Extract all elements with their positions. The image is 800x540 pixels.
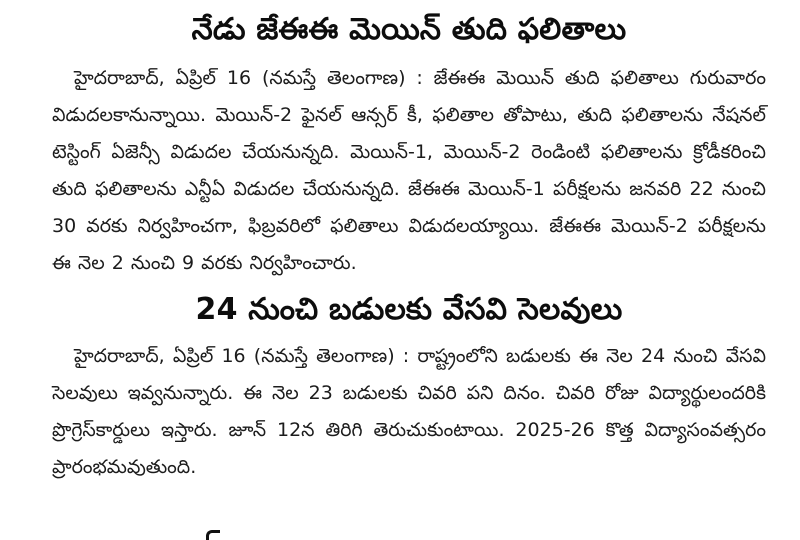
article-body-jee-main-results: హైదరాబాద్, ఏప్రిల్ 16 (నమస్తే తెలంగాణ) : జేఈఈ మెయిన్ తుది ఫలితాలు గురువారం విడుదలకానున్నాయి. మెయిన్-2 ఫైనల్ ఆన్సర్ కీ, ఫలితాల తోపాటు, తుది ఫలితాలను నేషనల్ టెస్టింగ్ ఏజెన్సీ విడుదల చేయనున్నది. మెయిన్-1, మెయిన్-2 రెండింటి ఫలితాలను క్రోడీకరించి తుది ఫలితాలను ఎన్టీఏ విడుదల చేయనున్నది. జేఈఈ మెయిన్-1 పరీక్షలను జనవరి 22 నుంచి 30 వరకు నిర్వహించగా, ఫిబ్రవరిలో ఫలితాలు విడుదలయ్యాయి. జేఈఈ మెయిన్-2 పరీక్షలను ఈ నెల 2 నుంచి 9 వరకు నిర్వహించారు. [52,67,766,274]
headline-jee-main-results: నేడు జేఈఈ మెయిన్ తుది ఫలితాలు [191,12,627,47]
cropped-next-headline-fragment [206,530,220,540]
article-body-summer-holidays: హైదరాబాద్, ఏప్రిల్ 16 (నమస్తే తెలంగాణ) : రాష్ట్రంలోని బడులకు ఈ నెల 24 నుంచి వేసవి సెలవులు ఇవ్వనున్నారు. ఈ నెల 23 బడులకు చివరి పని దినం. చివరి రోజు విద్యార్థులందరికి ప్రొగ్రెస్‌కార్డులు ఇస్తారు. జూన్ 12న తిరిగి తెరుచుకుంటాయి. 2025-26 కొత్త విద్యాసంవత్సరం ప్రారంభమవుతుంది. [52,345,766,478]
headline-summer-holidays: 24 నుంచి బడులకు వేసవి సెలవులు [195,292,623,327]
